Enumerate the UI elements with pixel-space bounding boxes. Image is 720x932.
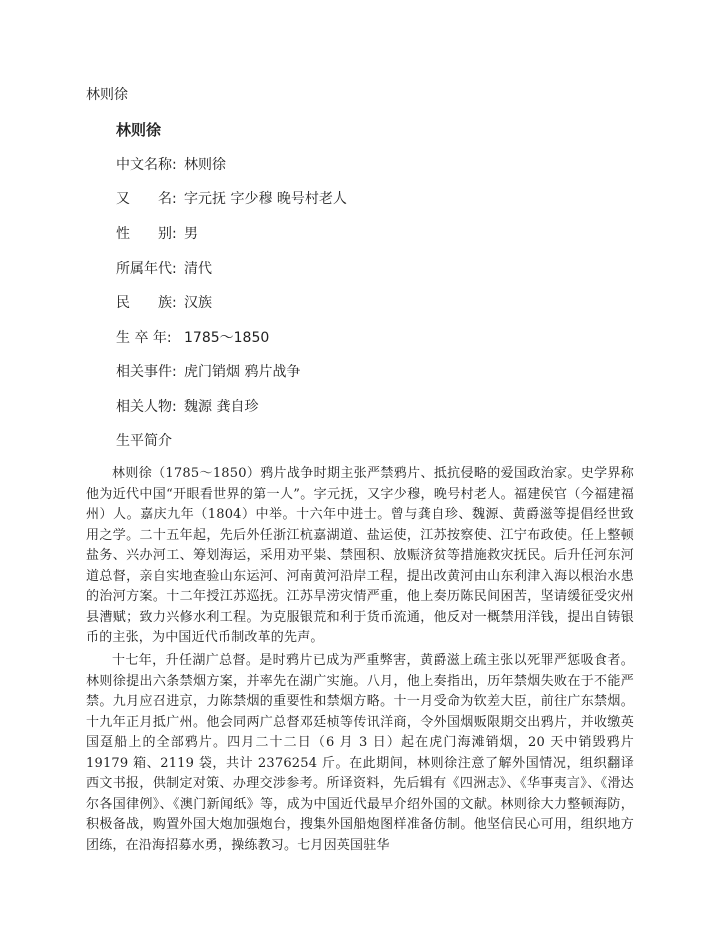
info-value: 魏源 龚自珍 (184, 399, 259, 415)
info-label: 生 卒 年: (116, 330, 172, 346)
info-label: 相关事件: (116, 364, 177, 380)
person-name-heading: 林则徐 (116, 121, 162, 139)
info-row-people (116, 398, 258, 416)
info-label: 中文名称: (116, 157, 177, 173)
info-label: 性 别: (116, 226, 177, 242)
info-row-events (116, 363, 300, 381)
info-label: 又 名: (116, 191, 177, 207)
info-row-gender (116, 225, 198, 243)
info-row-lifespan (116, 329, 269, 347)
info-value: 清代 (184, 261, 212, 277)
biography-paragraph: 林则徐（1785～1850）鸦片战争时期主张严禁鸦片、抵抗侵略的爱国政治家。史学界称他为近代中国“开眼看世界的第一人”。字元抚，又字少穆，晚号村老人。福建侯官（今福建福州）人。嘉庆九年（1804）中举。十六年中进士。曾与龚自珍、魏源、黄爵滋等提倡经世致用之学。二十五年起，先后外任浙江杭嘉湖道、盐运使，江苏按察使、江宁布政使。任上整顿盐务、兴办河工、筹划海运，采用劝平粜、禁囤积、放赈济贫等措施救灾抚民。后升任河东河道总督，亲自实地查验山东运河、河南黄河沿岸工程，提出改黄河由山东利津入海以根治水患的治河方案。十二年授江苏巡抚。江苏旱涝灾情严重，他上奏历陈民间困苦，坚请缓征受灾州县漕赋；致力兴修水利工程。为克服银荒和利于货币流通，他反对一概禁用洋钱，提出自铸银币的主张，为中国近代币制改革的先声。 (86, 466, 634, 645)
info-row-ethnicity (116, 294, 212, 312)
info-row-chinese-name (116, 156, 226, 174)
info-value: 男 (184, 226, 198, 242)
info-row-alias (116, 190, 347, 208)
info-label: 所属年代: (116, 261, 177, 277)
info-value: 林则徐 (184, 157, 226, 173)
document-title: 林则徐 (86, 87, 128, 103)
biography-heading: 生平简介 (116, 433, 172, 449)
info-label: 民 族: (116, 295, 177, 311)
info-row-era (116, 260, 212, 278)
info-label: 相关人物: (116, 399, 177, 415)
biography-paragraph: 十七年，升任湖广总督。是时鸦片已成为严重弊害，黄爵滋上疏主张以死罪严惩吸食者。林则徐提出六条禁烟方案，并率先在湖广实施。八月，他上奏指出，历年禁烟失败在于不能严禁。九月应召进京，力陈禁烟的重要性和禁烟方略。十一月受命为钦差大臣，前往广东禁烟。十九年正月抵广州。他会同两广总督邓廷桢等传讯洋商，令外国烟贩限期交出鸦片，并收缴英国趸船上的全部鸦片。四月二十二日（6 月 3 日）起在虎门海滩销烟，20 天中销毁鸦片 19179 箱、2119 袋，共计 2376254 斤。在此期间，林则徐注意了解外国情况，组织翻译西文书报，供制定对策、办理交涉参考。所译资料，先后辑有《四洲志》、《华事夷言》、《滑达尔各国律例》、《澳门新闻纸》等，成为中国近代最早介绍外国的文献。林则徐大力整顿海防，积极备战，购置外国大炮加强炮台，搜集外国船炮图样准备仿制。他坚信民心可用，组织地方团练，在沿海招募水勇，操练教习。七月因英国驻华 (86, 653, 634, 853)
info-value: 虎门销烟 鸦片战争 (184, 364, 301, 380)
info-value: 1785～1850 (184, 330, 270, 346)
info-value: 汉族 (184, 295, 212, 311)
info-value: 字元抚 字少穆 晚号村老人 (184, 191, 347, 207)
